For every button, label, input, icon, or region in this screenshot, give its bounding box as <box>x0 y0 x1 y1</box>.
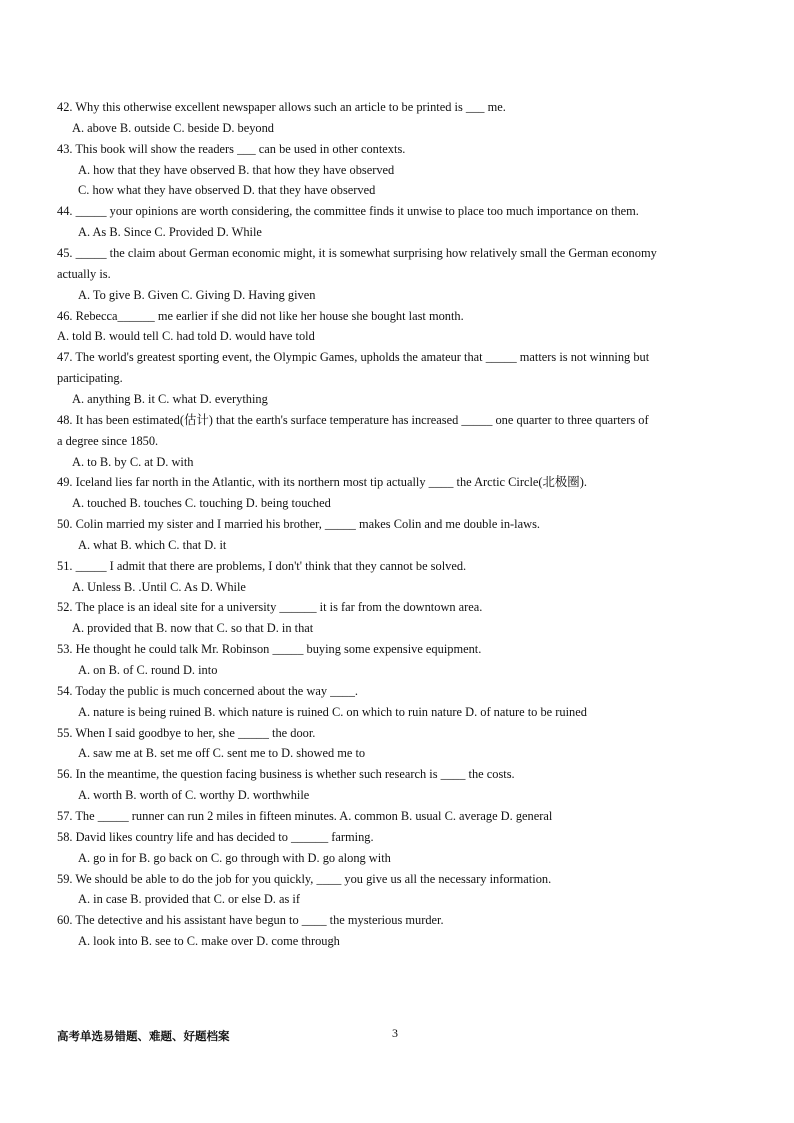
question-text-line: A. told B. would tell C. had told D. would have told <box>57 329 315 344</box>
question-text-line: 55. When I said goodbye to her, she _____ the door. <box>57 725 316 740</box>
answer-options-line: A. Unless B. .Until C. As D. While <box>72 579 246 594</box>
answer-options-line: A. in case B. provided that C. or else D. as if <box>78 892 300 907</box>
answer-options-line: A. above B. outside C. beside D. beyond <box>72 120 275 135</box>
answer-options-line: A. As B. Since C. Provided D. While <box>78 225 262 240</box>
question-text-line: 54. Today the public is much concerned about the way ____. <box>57 683 359 698</box>
answer-options-line: A. provided that B. now that C. so that D. in that <box>72 621 314 636</box>
answer-options-line: C. how what they have observed D. that they have observed <box>78 183 376 198</box>
question-text-line: 49. Iceland lies far north in the Atlantic, with its northern most tip actually ____ the Arctic Circle(北极圈). <box>57 475 587 490</box>
answer-options-line: A. go in for B. go back on C. go through with D. go along with <box>78 850 391 865</box>
question-text-line: 51. _____ I admit that there are problems, I don't' think that they cannot be solved. <box>57 558 467 573</box>
question-text-line: 59. We should be able to do the job for you quickly, ____ you give us all the necessary information. <box>57 871 552 886</box>
question-text-line: 48. It has been estimated(估计) that the earth's surface temperature has increased _____ one quarter to three quarters of <box>57 412 649 427</box>
question-text-line: participating. <box>57 371 123 386</box>
question-text-line: 46. Rebecca______ me earlier if she did not like her house she bought last month. <box>57 308 464 323</box>
answer-options-line: A. saw me at B. set me off C. sent me to D. showed me to <box>78 746 366 761</box>
question-text-line: 57. The _____ runner can run 2 miles in fifteen minutes. A. common B. usual C. average D. general <box>57 808 553 823</box>
answer-options-line: A. on B. of C. round D. into <box>78 663 218 677</box>
answer-options-line: A. what B. which C. that D. it <box>78 537 227 552</box>
answer-options-line: A. anything B. it C. what D. everything <box>72 391 268 406</box>
answer-options-line: A. how that they have observed B. that how they have observed <box>78 162 395 177</box>
question-text-line: 45. _____ the claim about German economic might, it is somewhat surprising how relatively small the German economy <box>57 246 657 260</box>
question-text-line: 53. He thought he could talk Mr. Robinson _____ buying some expensive equipment. <box>57 642 482 657</box>
answer-options-line: A. look into B. see to C. make over D. come through <box>78 934 340 948</box>
question-text-line: 44. _____ your opinions are worth considering, the committee finds it unwise to place too much importance on them. <box>57 204 639 219</box>
question-text-line: 58. David likes country life and has decided to ______ farming. <box>57 829 374 844</box>
question-text-line: 56. In the meantime, the question facing business is whether such research is ____ the costs. <box>57 767 515 782</box>
answer-options-line: A. touched B. touches C. touching D. being touched <box>72 496 331 511</box>
page-number: 3 <box>392 1026 398 1040</box>
answer-options-line: A. To give B. Given C. Giving D. Having given <box>78 287 316 302</box>
question-text-line: 60. The detective and his assistant have begun to ____ the mysterious murder. <box>57 913 444 928</box>
question-text-line: actually is. <box>57 266 111 281</box>
question-text-line: 47. The world's greatest sporting event, the Olympic Games, upholds the amateur that _____ matters is not winning but <box>57 350 650 365</box>
question-text-line: 52. The place is an ideal site for a university ______ it is far from the downtown area. <box>57 600 483 615</box>
question-text-line: 43. This book will show the readers ___ can be used in other contexts. <box>57 141 406 156</box>
question-text-line: a degree since 1850. <box>57 433 159 448</box>
question-text-line: 42. Why this otherwise excellent newspaper allows such an article to be printed is ___ me. <box>57 100 506 114</box>
footer-title: 高考单选易错题、难题、好题档案 <box>57 1029 230 1043</box>
answer-options-line: A. to B. by C. at D. with <box>72 454 194 469</box>
question-text-line: 50. Colin married my sister and I married his brother, _____ makes Colin and me double in-laws. <box>57 517 540 531</box>
answer-options-line: A. worth B. worth of C. worthy D. worthwhile <box>78 788 310 803</box>
answer-options-line: A. nature is being ruined B. which nature is ruined C. on which to ruin nature D. of nature to be ruined <box>78 704 587 719</box>
